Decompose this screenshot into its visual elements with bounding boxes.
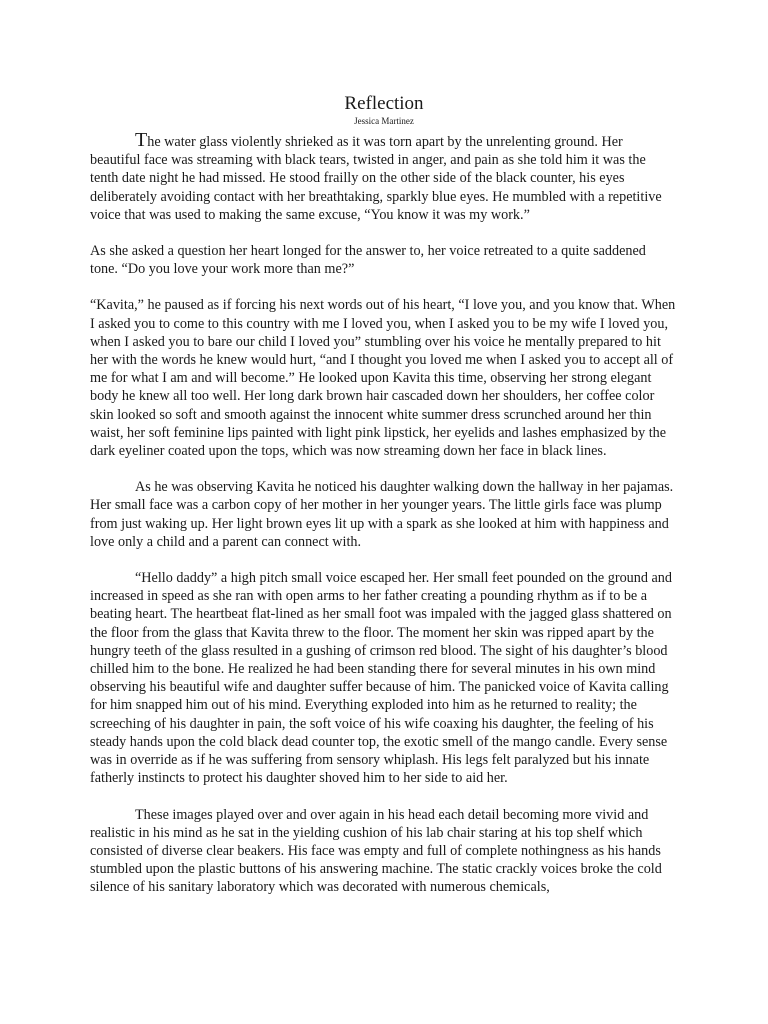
paragraph-1-text: he water glass violently shrieked as it was torn apart by the unrelenting ground. Her beautiful face was streaming with black tears, twisted in anger, and pain as she told him it was the tenth date night he had missed. He stood frailly on the other side of the black counter, his eyes deliberately avoiding contact with her breathtaking, sparkly blue eyes. He mumbled with a repetitive voice that was used to making the same excuse, “You know it was my work.” [90,134,662,223]
document-author: Jessica Martinez [354,116,414,126]
paragraph-indent [90,134,135,150]
document-title: Reflection [344,93,424,114]
paragraph-6: These images played over and over again in his head each detail becoming more vivid and realistic in his mind as he sat in the yielding cushion of his lab chair staring at his top shelf which consisted of diverse clear beakers. His face was empty and full of complete nothingness as his hands stumbled upon the plastic buttons of his answering machine. The static crackly voices broke the cold silence of his sanitary laboratory which was decorated with numerous chemicals, [90,806,662,896]
document-body [90,131,676,915]
paragraph-5: “Hello daddy” a high pitch small voice escaped her. Her small feet pounded on the ground and increased in speed as she ran with open arms to her father creating a pounding rhythm as if to be a beating heart. The heartbeat flat-lined as her small foot was impaled with the jagged glass shattered on the floor from the glass that Kavita threw to the floor. The moment her skin was ripped apart by the hungry teeth of the glass resulted in a gushing of crimson red blood. The sight of his daughter’s blood chilled him to the bone. He realized he had been standing there for several minutes in his own mind observing his beautiful wife and daughter suffer because of him. The panicked voice of Kavita calling for him snapped him out of his mind. Everything exploded into him as he returned to reality; the screeching of his daughter in pain, the soft voice of his wife coaxing his daughter, the feeling of his steady hands upon the cold black dead counter top, the exotic smell of the mango candle. Every sense was in override as if he was suffering from sensory whiplash. His legs felt paralyzed but his innate fatherly instincts to protect his daughter shoved him to her side to aid her. [90,570,672,787]
paragraph-4: As he was observing Kavita he noticed his daughter walking down the hallway in her pajamas. Her small face was a carbon copy of her mother in her younger years. The little girls face was plump from just waking up. Her light brown eyes lit up with a spark as she looked at him with happiness and love only a child and a parent can connect with. [90,479,674,550]
drop-cap-letter: T [135,129,148,151]
paragraph-2: As she asked a question her heart longed for the answer to, her voice retreated to a quite saddened tone. “Do you love your work more than me?” [90,243,646,278]
paragraph-3: “Kavita,” he paused as if forcing his next words out of his heart, “I love you, and you know that. When I asked you to come to this country with me I loved you, when I asked you to be my wife I loved you, when I asked you to bare our child I loved you” stumbling over his voice he mentally prepared to hit her with the words he knew would hurt, “and I thought you loved me when I asked you to accept all of me for what I am and will become.” He looked upon Kavita this time, observing her strong elegant body he knew all too well. Her long dark brown hair cascaded down her shoulders, her coffee color skin looked so soft and smooth against the innocent white summer dress scrunched around her thin waist, her soft feminine lips painted with light pink lipstick, her eyelids and lashes emphasized by the dark eyeliner coated upon the tops, which was now streaming down her face in black lines. [90,297,676,460]
paragraph-1 [90,131,676,224]
